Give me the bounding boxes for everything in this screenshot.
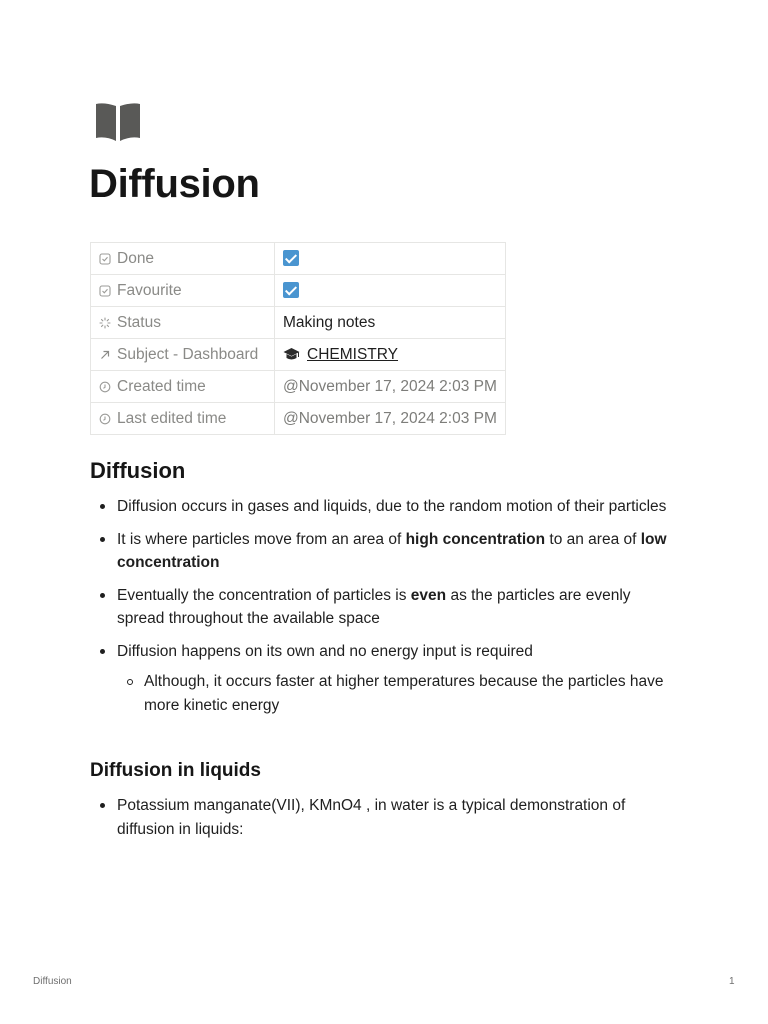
clock-icon <box>99 413 111 425</box>
list-item: Eventually the concentration of particles is even as the particles are evenly spread throughout the available space <box>117 584 667 631</box>
created-time-value: @November 17, 2024 2:03 PM <box>275 371 506 403</box>
property-row-last-edited-time <box>91 403 506 435</box>
list-item: It is where particles move from an area of high concentration to an area of low concentration <box>117 528 667 575</box>
property-key <box>91 275 275 307</box>
done-checkbox[interactable] <box>283 250 299 266</box>
last-edited-time-value: @November 17, 2024 2:03 PM <box>275 403 506 435</box>
property-key-label: Subject - Dashboard <box>117 345 259 363</box>
property-key <box>91 403 275 435</box>
section-heading: Diffusion in liquids <box>90 760 261 781</box>
property-value <box>275 339 506 371</box>
properties-table <box>90 242 506 435</box>
footer-document-title: Diffusion <box>33 976 72 987</box>
list-item: Diffusion occurs in gases and liquids, due to the random motion of their particles <box>117 495 667 519</box>
property-key <box>91 371 275 403</box>
list-item: Potassium manganate(VII), KMnO4 , in water is a typical demonstration of diffusion in liquids: <box>117 794 667 841</box>
property-row-status <box>91 307 506 339</box>
checkbox-icon <box>99 285 111 297</box>
bullet-list <box>117 794 667 850</box>
checkbox-icon <box>99 253 111 265</box>
bullet-list <box>117 495 667 726</box>
property-key-label: Done <box>117 249 155 267</box>
relation-arrow-icon <box>99 349 111 361</box>
status-spinner-icon <box>99 317 111 329</box>
property-key <box>91 339 275 371</box>
property-row-done <box>91 243 506 275</box>
page-title: Diffusion <box>89 162 260 206</box>
footer-page-number: 1 <box>729 976 735 987</box>
property-row-subject <box>91 339 506 371</box>
property-value[interactable] <box>275 243 506 275</box>
list-item: Diffusion happens on its own and no energy input is required <box>117 640 667 664</box>
clock-icon <box>99 381 111 393</box>
favourite-checkbox[interactable] <box>283 282 299 298</box>
property-row-favourite <box>91 275 506 307</box>
subject-link[interactable]: CHEMISTRY <box>307 345 399 363</box>
property-key <box>91 243 275 275</box>
property-key-label: Created time <box>117 377 206 395</box>
nested-list-item: Although, it occurs faster at higher temperatures because the particles have more kinetic energy <box>144 670 667 717</box>
property-key-label: Favourite <box>117 281 182 299</box>
status-value[interactable]: Making notes <box>275 307 506 339</box>
property-key-label: Last edited time <box>117 409 227 427</box>
property-row-created-time <box>91 371 506 403</box>
property-key-label: Status <box>117 313 161 331</box>
property-key <box>91 307 275 339</box>
open-book-icon <box>94 101 142 143</box>
graduation-cap-icon <box>283 347 300 361</box>
property-value[interactable] <box>275 275 506 307</box>
section-heading: Diffusion <box>90 458 186 483</box>
